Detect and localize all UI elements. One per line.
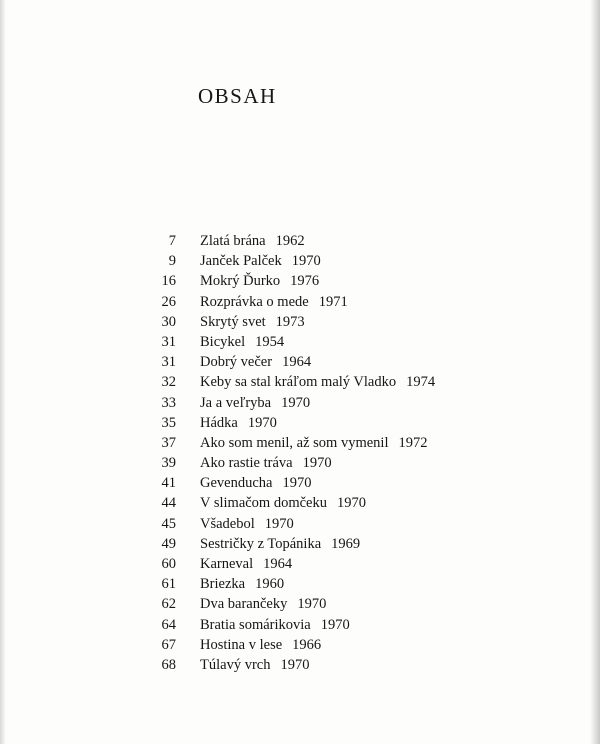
toc-entry-title: V slimačom domčeku — [200, 495, 327, 512]
toc-entry-year: 1969 — [331, 535, 361, 552]
toc-page-number: 61 — [161, 576, 176, 593]
toc-page-number: 37 — [161, 434, 176, 451]
toc-page-number: 32 — [161, 374, 176, 391]
toc-entry-year: 1970 — [337, 495, 366, 512]
toc-entry-year: 1954 — [255, 333, 285, 350]
toc-entry — [140, 393, 435, 413]
toc-entry — [140, 554, 435, 574]
toc-entry — [140, 433, 435, 453]
toc-entry-title: Bratia somárikovia — [200, 616, 311, 633]
toc-entry-year: 1964 — [282, 354, 312, 371]
toc-entry — [140, 413, 435, 433]
toc-entry-title: Janček Palček — [200, 253, 282, 270]
toc-page-number: 39 — [161, 455, 176, 472]
toc-entry-title: Karneval — [200, 556, 254, 572]
toc-entry-title: Ja a veľryba — [200, 394, 272, 411]
toc-entry-title: Briezka — [200, 576, 246, 593]
toc-entry-year: 1973 — [275, 313, 305, 330]
toc-entry — [140, 615, 435, 635]
toc-entry-year: 1962 — [275, 233, 305, 249]
toc-entry — [140, 292, 435, 312]
toc-entry — [140, 352, 435, 372]
toc-entry — [140, 534, 435, 554]
toc-page-number: 49 — [161, 535, 176, 552]
toc-entry-title: Túlavý vrch — [200, 656, 271, 673]
toc-entry-title: Rozprávka o mede — [200, 293, 309, 310]
toc-page-number: 35 — [161, 414, 176, 431]
toc-entry-year: 1964 — [263, 556, 293, 572]
toc-entry — [140, 635, 435, 655]
toc-entry-year: 1970 — [297, 596, 327, 613]
toc-entry-year: 1974 — [406, 374, 436, 391]
toc-entry-title: Sestričky z Topánika — [200, 535, 322, 552]
toc-page-number: 33 — [161, 394, 176, 411]
toc-page-number: 31 — [161, 354, 176, 371]
toc-entry-year: 1970 — [280, 656, 310, 673]
toc-entry-title: Ako som menil, až som vymenil — [200, 434, 389, 451]
toc-entry — [140, 251, 435, 271]
toc-entry — [140, 493, 435, 513]
toc-entry — [140, 514, 435, 534]
toc-entry — [140, 655, 435, 675]
toc-entry — [140, 231, 435, 251]
toc-page-number: 44 — [161, 495, 176, 512]
toc-page-number: 45 — [161, 515, 176, 532]
toc-entry-title: Mokrý Ďurko — [200, 273, 281, 290]
toc-page-number: 26 — [161, 293, 176, 310]
toc-entry-title: Zlatá brána — [200, 233, 266, 249]
toc-entry-year: 1960 — [255, 576, 285, 593]
page-title: OBSAH — [198, 84, 277, 108]
toc-page-number: 60 — [161, 556, 176, 572]
toc-entry — [140, 271, 435, 291]
toc-entry-year: 1970 — [281, 394, 311, 411]
toc-entry-year: 1966 — [292, 636, 322, 653]
toc-entry-year: 1970 — [282, 475, 312, 492]
toc-entry-year: 1970 — [302, 455, 332, 472]
toc-entry-title: Hostina v lese — [200, 636, 283, 653]
toc-entry-year: 1970 — [264, 515, 294, 532]
table-of-contents — [140, 231, 435, 675]
toc-entry-title: Gevenducha — [200, 475, 273, 492]
toc-entry-title: Dva barančeky — [200, 596, 288, 613]
toc-entry — [140, 473, 435, 493]
scan-edge-right — [590, 0, 600, 744]
toc-entry-year: 1971 — [318, 293, 348, 310]
toc-entry-title: Dobrý večer — [200, 354, 273, 371]
toc-page-number: 41 — [161, 475, 176, 492]
toc-entry-title: Skrytý svet — [200, 313, 266, 330]
toc-page-number: 9 — [168, 253, 176, 270]
toc-page-number: 16 — [161, 273, 176, 290]
toc-entry-year: 1976 — [290, 273, 320, 290]
toc-page-number: 31 — [161, 333, 176, 350]
toc-entry — [140, 453, 435, 473]
toc-entry — [140, 372, 435, 392]
toc-entry — [140, 594, 435, 614]
toc-page-number: 68 — [161, 656, 176, 673]
toc-entry-year: 1970 — [320, 616, 350, 633]
toc-entry-title: Bicykel — [200, 333, 246, 350]
toc-page-number: 67 — [161, 636, 176, 653]
toc-page-number: 30 — [161, 313, 176, 330]
toc-entry-year: 1970 — [291, 253, 321, 270]
toc-entry-title: Hádka — [200, 414, 238, 431]
toc-entry — [140, 312, 435, 332]
toc-entry — [140, 332, 435, 352]
toc-entry — [140, 574, 435, 594]
toc-page-number: 7 — [168, 233, 176, 249]
toc-entry-title: Keby sa stal kráľom malý Vladko — [200, 374, 397, 391]
scan-edge-left — [0, 0, 6, 744]
toc-entry-title: Všadebol — [200, 515, 255, 532]
toc-entry-year: 1970 — [247, 414, 277, 431]
toc-entry-title: Ako rastie tráva — [200, 455, 293, 472]
toc-page-number: 62 — [161, 596, 176, 613]
toc-entry-year: 1972 — [398, 434, 428, 451]
toc-page-number: 64 — [161, 616, 176, 633]
